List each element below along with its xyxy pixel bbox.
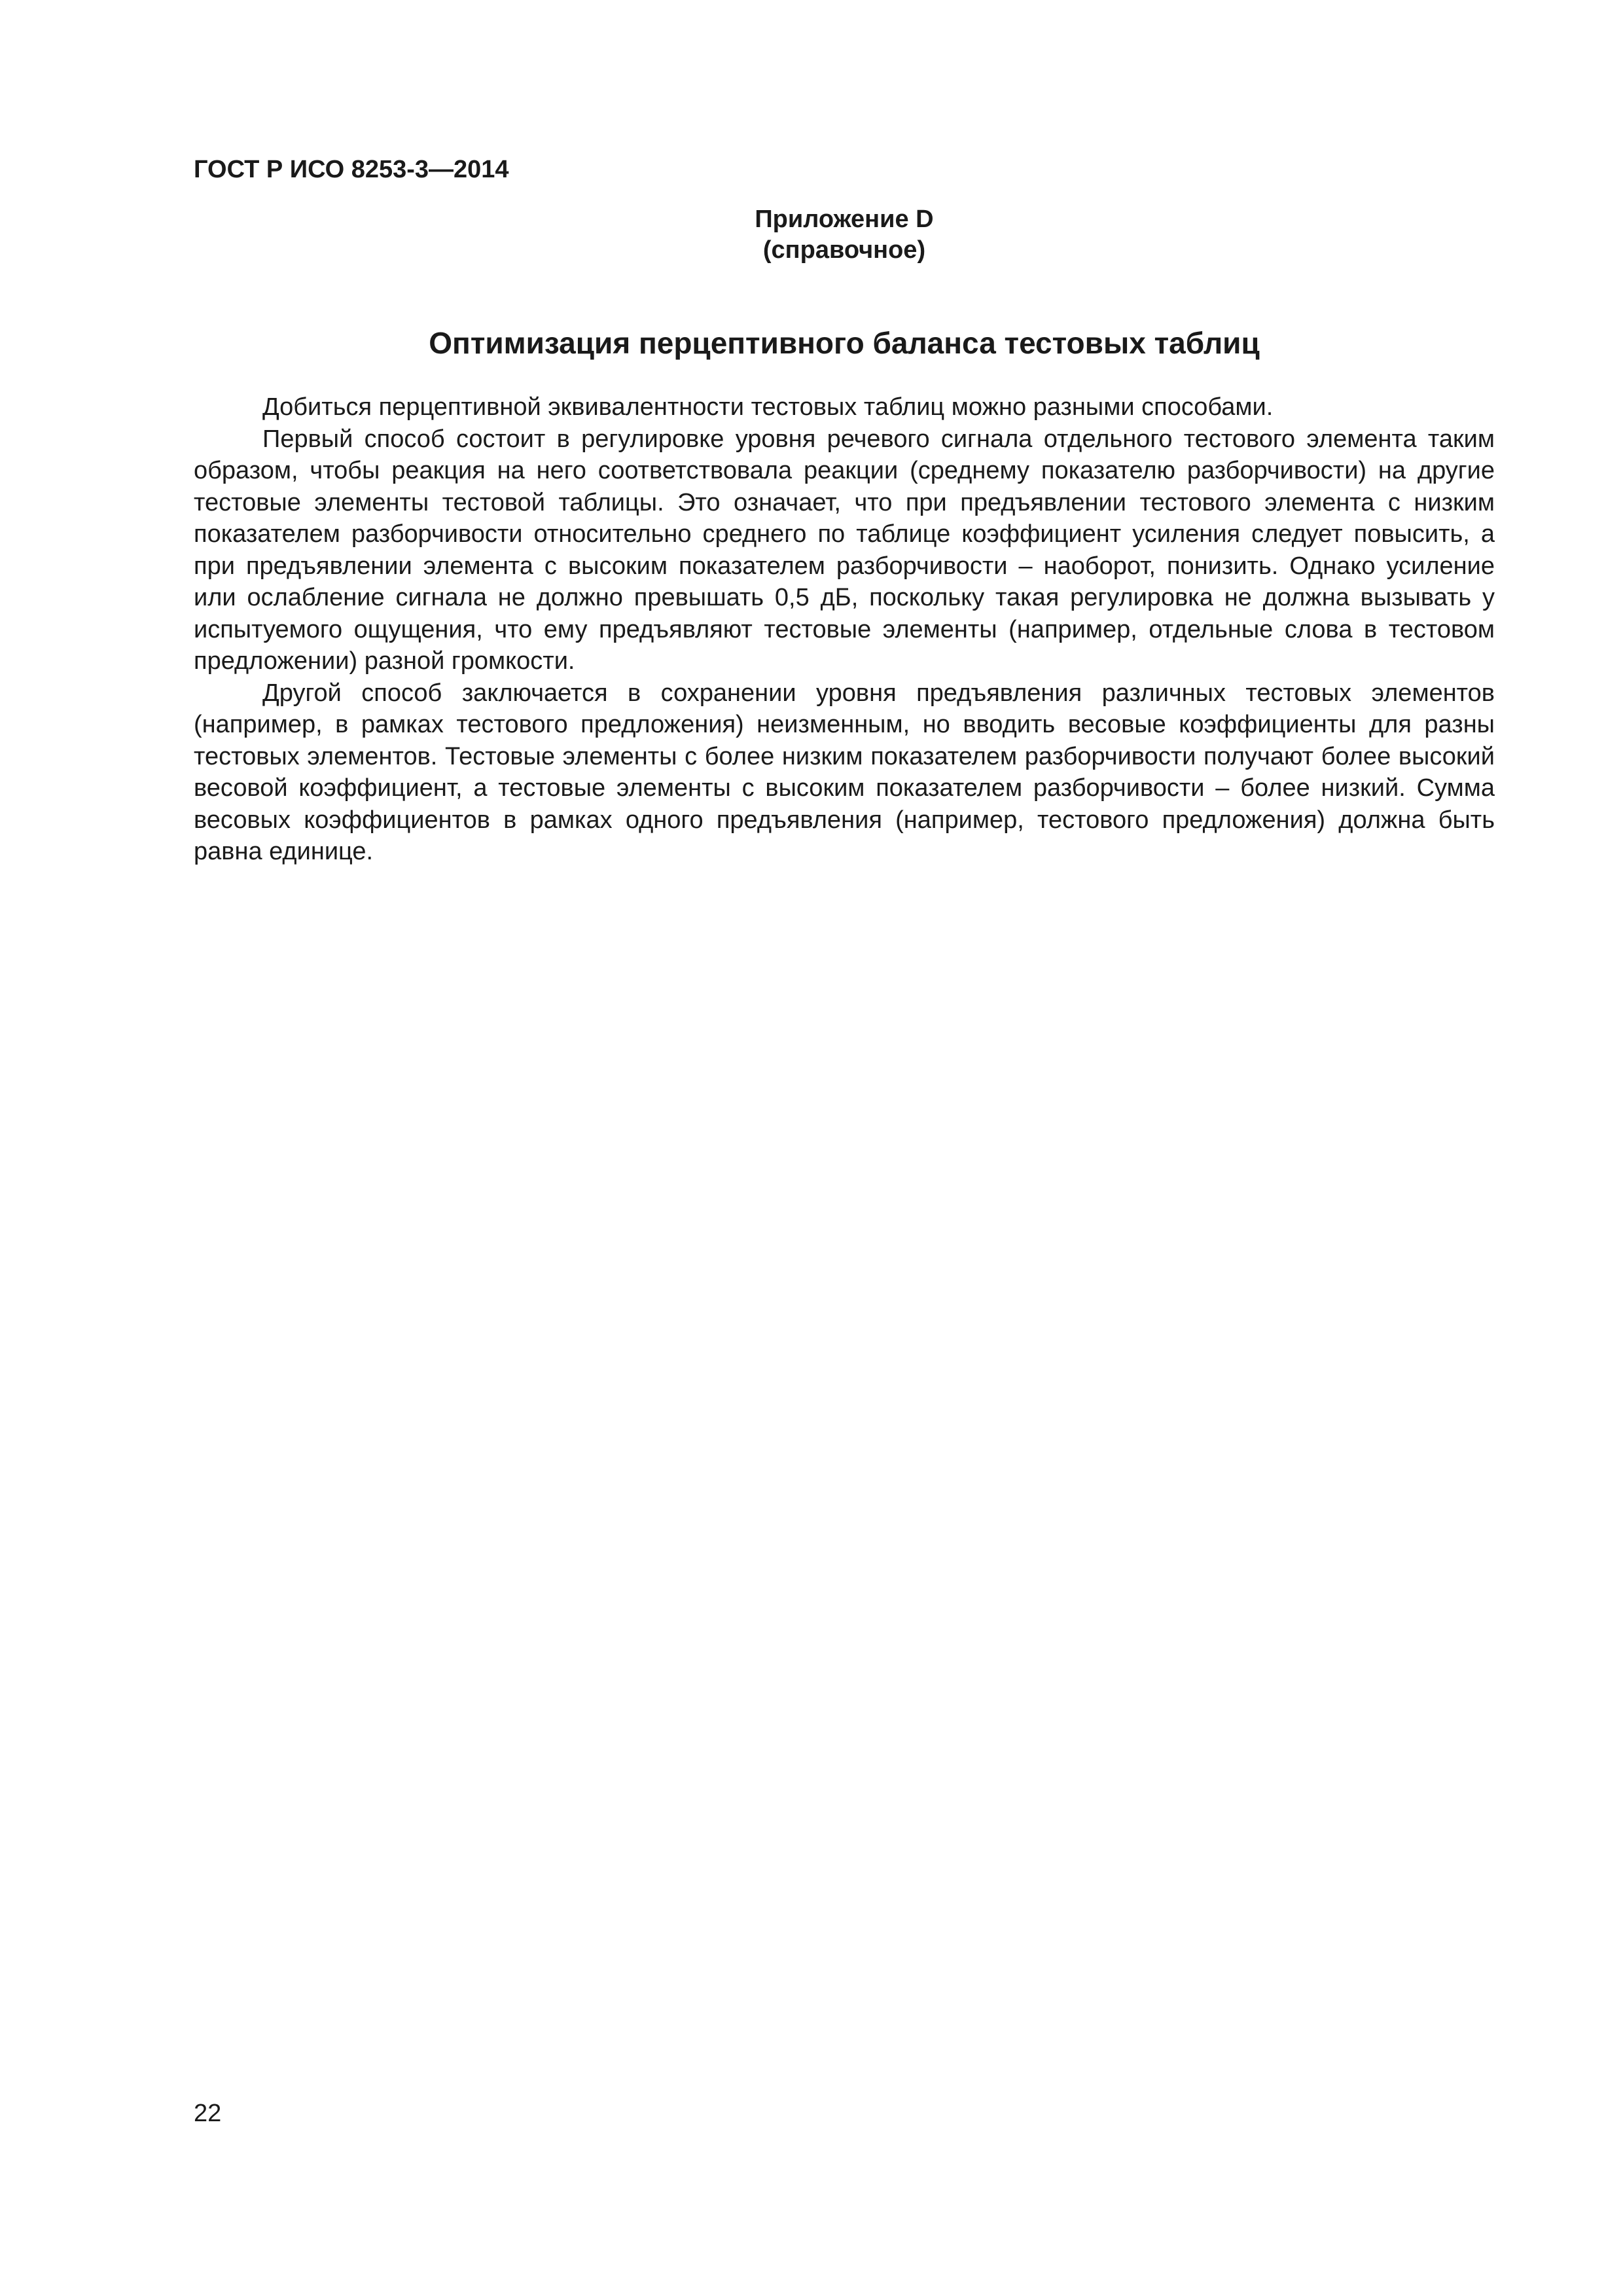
paragraph-second-method: Другой способ заключается в сохранении уровня предъявления различных тестовых элементов (например, в рамках тестового предложения) неизменным, но вводить весовые коэффициенты для разны тестовых элементов. Тестовые элементы с более низким показателем разборчивости получают более высокий весовой коэффициент, а тестовые элементы с высоким показателем разборчивости – более низкий. Сумма весовых коэффициентов в рамках одного предъявления (например, тестового предложения) должна быть равна единице. (194, 679, 1495, 865)
paragraph-intro: Добиться перцептивной эквивалентности тестовых таблиц можно разными способами. (262, 393, 1274, 421)
body-text (194, 391, 1495, 868)
document-code-header: ГОСТ Р ИСО 8253-3—2014 (194, 156, 509, 183)
page-number: 22 (194, 2100, 222, 2127)
paragraph-first-method: Первый способ состоит в регулировке уровня речевого сигнала отдельного тестового элемента таким образом, чтобы реакция на него соответствовала реакции (среднему показателю разборчивости) на другие тестовые элементы тестовой таблицы. Это означает, что при предъявлении тестового элемента с низким показателем разборчивости относительно среднего по таблице коэффициент усиления следует повысить, а при предъявлении элемента с высоким показателем разборчивости – наоборот, понизить. Однако усиление или ослабление сигнала не должно превышать 0,5 дБ, поскольку такая регулировка не должна вызывать у испытуемого ощущения, что ему предъявляют тестовые элементы (например, отдельные слова в тестовом предложении) разной громкости. (194, 425, 1495, 675)
annex-title: Приложение D (755, 206, 934, 233)
section-title: Оптимизация перцептивного баланса тестовых таблиц (429, 326, 1260, 360)
annex-heading (746, 204, 942, 266)
annex-kind: (справочное) (762, 236, 926, 264)
